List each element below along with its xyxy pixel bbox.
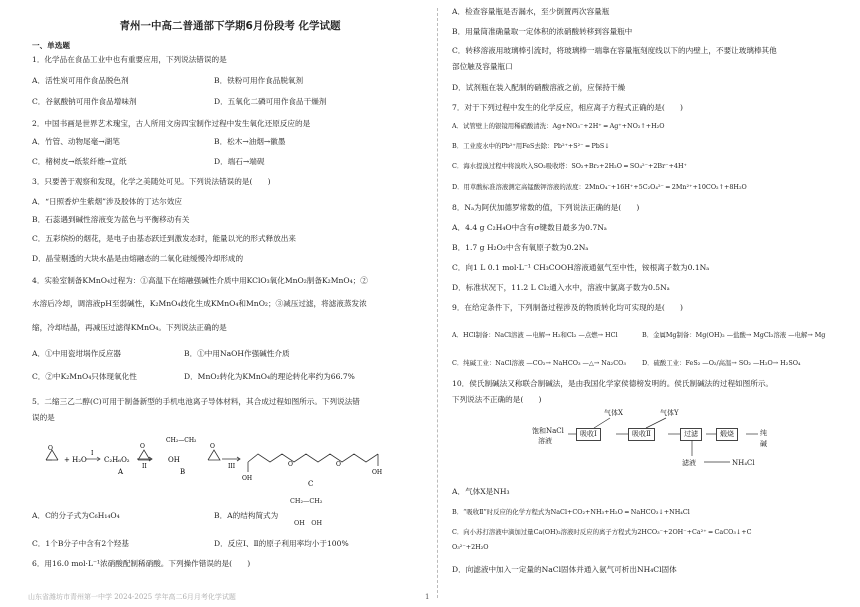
compound-b-label: B <box>180 468 186 476</box>
exam-title: 青州一中高二普通部下学期6月份段考 化学试题 <box>119 20 341 32</box>
q8-option-b: B．1.7 g H₂O₂中含有氧原子数为0.2Nₐ <box>452 243 589 252</box>
soda-ash-label: 纯碱 <box>760 429 767 448</box>
q7-option-b: B．工业废水中的Pb²⁺用FeS去除：Pb²⁺+S²⁻ ═ PbS↓ <box>452 142 610 150</box>
q10-option-d: D．向滤液中加入一定量的NaCl固体并通入氨气可析出NH₄Cl固体 <box>452 565 677 574</box>
step-iii-label: III <box>228 463 236 470</box>
q10-option-a: A．气体X是NH₃ <box>452 487 510 496</box>
q10-option-c-line2: O₃²⁻+2H₂O <box>452 543 489 551</box>
calcine-box: 煅烧 <box>716 428 738 441</box>
structure-ch2-ch2: CH₂—CH₂ <box>290 497 323 505</box>
compound-b-structure: OH <box>168 456 180 464</box>
q6-option-c-line1: C．转移溶液用玻璃棒引流时，将玻璃棒一端靠在容量瓶刻度线以下的内壁上，不要让玻璃棒其他 <box>452 46 777 55</box>
absorb-2-box: 吸收Ⅱ <box>628 428 655 441</box>
q1-option-b: B．铁粉可用作食品脱氧剂 <box>214 76 304 85</box>
q2-option-d: D．端石→端砚 <box>214 157 265 166</box>
q4-option-d: D．MnO₂转化为KMnO₄的理论转化率约为66.7% <box>184 372 355 381</box>
nh4cl-label: NH₄Cl <box>732 459 755 467</box>
flow-arrows <box>532 410 772 480</box>
compound-a-label: A <box>118 468 124 476</box>
right-column <box>452 0 844 607</box>
q1-option-d: D．五氧化二磷可用作食品干燥剂 <box>214 97 327 106</box>
o-atom-label: O <box>140 443 145 450</box>
q4-option-b: B．①中用NaOH作强碱性介质 <box>184 349 290 358</box>
q3-option-a: A．“日照香炉生紫烟”涉及胶体的丁达尔效应 <box>32 197 182 206</box>
q7-option-a: A．试管壁上的银镜用稀硝酸清洗：Ag+NO₃⁻+2H⁺ ═ Ag⁺+NO₂↑+H₂O <box>452 122 665 130</box>
q7-stem: 7．对于下列过程中发生的化学反应，相应离子方程式正确的是( ) <box>452 103 683 112</box>
o-atom-label: O <box>288 461 293 468</box>
q4-stem-line3: 缩，冷却结晶，再减压过滤得KMnO₄。下列说法正确的是 <box>32 323 227 332</box>
q8-option-a: A．4.4 g C₂H₄O中含有σ键数目最多为0.7Nₐ <box>452 223 607 232</box>
q5-option-c: C．1个B分子中含有2个羟基 <box>32 539 129 548</box>
q10-stem-line2: 下列说法不正确的是( ) <box>452 395 542 404</box>
q1-option-a: A．活性炭可用作食品脱色剂 <box>32 76 129 85</box>
q7-option-c: C．海水提溴过程中将溴吹入SO₂吸收塔：SO₂+Br₂+2H₂O ═ SO₄²⁻+2Br⁻+4H⁺ <box>452 162 687 170</box>
page-number: 1 <box>425 593 430 601</box>
q4-option-c: C．②中K₂MnO₄只体现氧化性 <box>32 372 137 381</box>
q6-option-a: A．检查容量瓶是否漏水，至少倒置两次容量瓶 <box>452 7 610 16</box>
left-column <box>32 0 424 607</box>
q3-stem: 3．只要善于观察和发现，化学之美随处可见。下列说法错误的是( ) <box>32 177 271 186</box>
brine-label-1: 饱和NaCl <box>532 427 564 435</box>
q1-stem: 1．化学品在食品工业中也有重要应用，下列说法错误的是 <box>32 55 227 64</box>
o-atom-label: O <box>336 461 341 468</box>
o-atom-label: O <box>48 445 53 452</box>
q6-option-c-line2: 部位触及容量瓶口 <box>452 62 513 71</box>
q3-option-c: C．五彩缤纷的烟花，是电子由基态跃迁到激发态时，能量以光的形式释放出来 <box>32 234 296 243</box>
footer-source: 山东省潍坊市青州第一中学 2024-2025 学年高二6月月考化学试题 <box>28 593 236 601</box>
q4-stem-line1: 4．实验室制备KMnO₄过程为：①高温下在熔融强碱性介质中用KClO₃氧化MnO₂制备K₂MnO₄；② <box>32 276 368 285</box>
q8-stem: 8．Nₐ为阿伏加德罗常数的值，下列说法正确的是( ) <box>452 203 640 212</box>
q10-stem-line1: 10．侯氏制碱法又称联合制碱法，是由我国化学家侯德榜发明的。侯氏制碱法的过程如图所示。 <box>452 379 774 388</box>
ch2-group: CH₂—CH₂ <box>166 437 197 444</box>
q6-option-b: B．用量筒准确量取一定体积的浓硝酸转移到容量瓶中 <box>452 27 633 36</box>
q3-option-b: B．石蕊遇到碱性溶液变为蓝色与平衡移动有关 <box>32 215 190 224</box>
water-reagent: + H₂O <box>64 456 87 464</box>
q6-option-d: D．试剂瓶在装入配制的硝酸溶液之前，应保持干燥 <box>452 83 626 92</box>
hou-process-flow <box>532 410 772 480</box>
compound-c-chain <box>248 454 378 472</box>
section-heading: 一、单选题 <box>32 41 70 50</box>
filtrate-label: 滤液 <box>682 459 696 467</box>
oh-group: OH <box>242 475 253 482</box>
q1-option-c: C．谷氨酸钠可用作食品增味剂 <box>32 97 137 106</box>
q7-option-d: D．用草酸标准溶液测定高锰酸钾溶液的浓度：2MnO₄⁻+16H⁺+5C₂O₄²⁻ ═ 2Mn²⁺+10CO₂↑+8H₂O <box>452 183 747 191</box>
q5-stem-line2: 误的是 <box>32 413 55 422</box>
o-atom-label: O <box>210 443 215 450</box>
filter-box: 过滤 <box>680 428 702 441</box>
oh-group: OH <box>372 469 383 476</box>
gas-x-label: 气体X <box>604 409 623 417</box>
q8-option-d: D．标准状况下，11.2 L Cl₂通入水中，溶液中氯离子数为0.5Nₐ <box>452 283 670 292</box>
step-i-label: I <box>91 450 94 457</box>
q9-option-b: B．金属Mg制备：Mg(OH)₂ —盐酸→ MgCl₂溶液 —电解→ Mg <box>642 331 826 339</box>
q2-stem: 2．中国书画是世界艺术瑰宝，古人所用文房四宝制作过程中发生氧化还原反应的是 <box>32 119 311 128</box>
q9-option-a: A．HCl制备：NaCl溶液 —电解→ H₂和Cl₂ —点燃→ HCl <box>452 331 618 339</box>
step-ii-label: II <box>142 463 147 470</box>
q2-option-c: C．楮树皮→纸浆纤维→宣纸 <box>32 157 127 166</box>
q10-option-c-line1: C．向小苏打溶液中滴加过量Ca(OH)₂溶液时反应的离子方程式为2HCO₃⁻+2OH⁻+Ca²⁺ ═ CaCO₃↓+C <box>452 528 752 536</box>
formula-a: C₂H₆O₂ <box>104 456 130 464</box>
absorb-1-box: 吸收Ⅰ <box>576 428 601 441</box>
q6-stem: 6．用16.0 mol·L⁻¹浓硝酸配制稀硝酸。下列操作错误的是( ) <box>32 559 251 568</box>
gas-y-label: 气体Y <box>660 409 679 417</box>
q5-stem-line1: 5．二缩三乙二醇(C)可用于制备新型的手机电池离子导体材料，其合成过程如图所示。下列说法错 <box>32 397 360 406</box>
structure-oh-oh: OH OH <box>294 519 323 527</box>
q4-option-a: A．①中用瓷坩埚作反应器 <box>32 349 122 358</box>
q2-option-a: A．竹管、动物尾毫→湖笔 <box>32 137 120 146</box>
q5-reaction-scheme <box>42 428 427 488</box>
q5-option-b: B．A的结构简式为 <box>214 511 279 520</box>
column-divider <box>437 8 438 598</box>
q8-option-c: C．向1 L 0.1 mol·L⁻¹ CH₃COOH溶液通氨气至中性，铵根离子数为0.1Nₐ <box>452 263 710 272</box>
q5-option-a: A．C的分子式为C₆H₁₄O₄ <box>32 511 120 520</box>
compound-c-label: C <box>308 480 314 488</box>
brine-label-2: 溶液 <box>538 437 552 445</box>
q5-option-d: D．反应Ⅰ、Ⅱ的原子利用率均小于100% <box>214 539 349 548</box>
q9-stem: 9．在给定条件下，下列制备过程涉及的物质转化均可实现的是( ) <box>452 303 683 312</box>
q2-option-b: B．松木→油烟→徽墨 <box>214 137 286 146</box>
q4-stem-line2: 水溶后冷却，调溶液pH至弱碱性，K₂MnO₄歧化生成KMnO₄和MnO₂；③减压过滤，将滤液蒸发浓 <box>32 299 367 308</box>
q3-option-d: D．晶莹剔透的大块水晶是由熔融态的二氧化硅缓慢冷却形成的 <box>32 254 244 263</box>
q9-option-d: D．硫酸工业：FeS₂ —O₂/高温→ SO₂ —H₂O→ H₂SO₄ <box>642 359 801 367</box>
q10-option-b: B．“吸收Ⅱ”时反应的化学方程式为NaCl+CO₂+NH₃+H₂O ═ NaHCO₃↓+NH₄Cl <box>452 508 690 516</box>
q9-option-c: C．纯碱工业：NaCl溶液 —CO₂→ NaHCO₃ —△→ Na₂CO₃ <box>452 359 626 367</box>
